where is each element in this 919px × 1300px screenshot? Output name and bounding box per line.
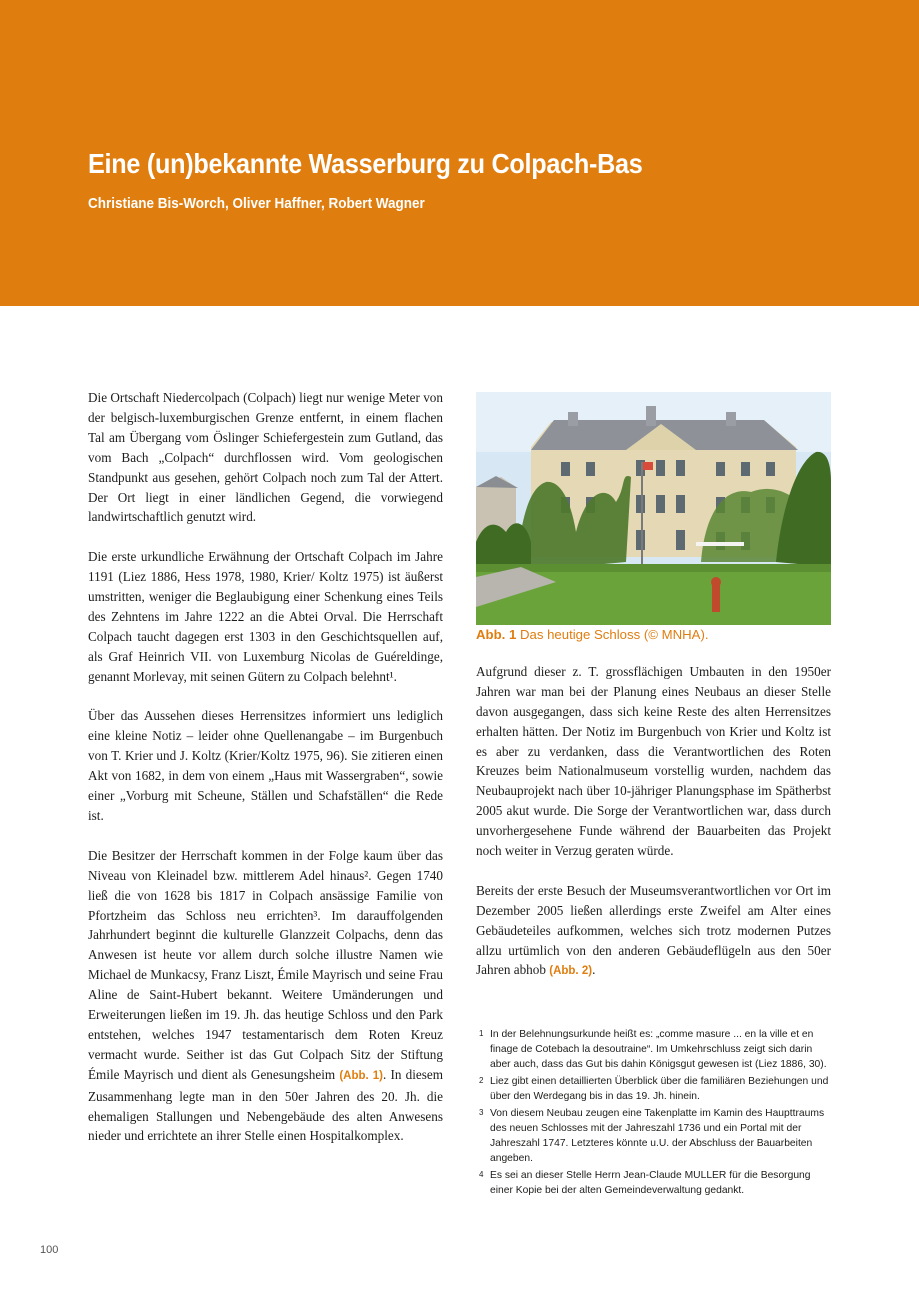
figure-reference-abb1: (Abb. 1) bbox=[339, 1069, 384, 1082]
paragraph-museum-visit bbox=[476, 881, 831, 983]
figure-label: Abb. 1 bbox=[476, 627, 517, 642]
left-column bbox=[88, 388, 443, 1146]
paragraph-appearance: Über das Aussehen dieses Herrensitzes informiert uns lediglich eine kleine Notiz – leider ohne Quellenangabe – im Burgenbuch von T. Krier und J. Koltz (Krier/Koltz 1975, 96). Sie zitieren einen Akt von 1682, in dem von einem „Haus mit Wassergraben“, sowie einer „Vorburg mit Scheune, Ställen und Schafställen“ die Rede ist. bbox=[88, 708, 443, 823]
figure-caption bbox=[476, 625, 831, 645]
footnote-text: In der Belehnungsurkunde heißt es: „comme masure ... en la ville et en finage de Cotebach la desoutraine“. Im Umkehrschluss zeigt sich darin aber auch, dass das Gut bis dahin Königsgut gewesen ist (Liez 1886, 30). bbox=[490, 1029, 827, 1070]
castle-photo-illustration bbox=[476, 392, 831, 625]
title-banner bbox=[0, 0, 919, 306]
footnote-text: Liez gibt einen detaillierten Überblick über die familiären Beziehungen und über den Werdegang bis in das 19. Jh. hinein. bbox=[490, 1076, 829, 1102]
footnote-text: Von diesem Neubau zeugen eine Takenplatte im Kamin des Haupttraums des neuen Schlosses mit der Jahreszahl 1736 und ein Portal mit der Jahreszahl 1747. Letzteres könnte u.U. der Abschluss der Bauarbeiten angeben. bbox=[490, 1108, 825, 1164]
footnote-number: 1 bbox=[479, 1029, 484, 1038]
right-column bbox=[476, 392, 831, 982]
footnote bbox=[476, 1168, 834, 1198]
footnote bbox=[476, 1106, 834, 1166]
footnote-number: 4 bbox=[479, 1170, 484, 1179]
article-title: Eine (un)bekannte Wasserburg zu Colpach-Bas bbox=[88, 148, 643, 179]
castle-photo bbox=[476, 392, 831, 625]
paragraph-museum-visit-end: . bbox=[592, 962, 596, 978]
paragraph-owners-text: Die Besitzer der Herrschaft kommen in der Folge kaum über das Niveau von Kleinadel bzw. mittlerem Adel hinaus². Gegen 1740 ließ die von 1628 bis 1817 in Colpach ansässige Familie von Pfortzheim das Schloss neu errichten³. Im darauffolgenden Jahrhundert beginnt die kulturelle Glanzzeit Colpachs, denn das Anwesen ist heute vor allem durch solche illustre Namen wie Michael de Munkacsy, Franz Liszt, Émile Mayrisch und seine Frau Aline de Saint-Hubert bekannt. Weitere Umänderungen und Erweiterungen ließen im 19. Jh. das heutige Schloss und den Park entstehen, welches 1947 testamentarisch dem Roten Kreuz vermacht wurde. Seither ist das Gut Colpach Sitz der Stiftung Émile Mayrisch und dient als Genesungsheim bbox=[88, 847, 443, 1082]
paragraph-first-mention: Die erste urkundliche Erwähnung der Ortschaft Colpach im Jahre 1191 (Liez 1886, Hess 1978, 1980, Krier/ Koltz 1975) ist äußerst umstritten, weniger die Beglaubigung einer Schenkung eines Teils des Zehntens im Jahre 1222 an die Abtei Orval. Die Herrschaft Colpach taucht dagegen erst 1303 in den Geschichtsquellen auf, als Graf Heinrich VII. von Luxemburg Nicolas de Guéreldinge, genannt Morlevay, mit seinen Gütern zu Colpach belehnt¹. bbox=[88, 549, 443, 684]
page-number: 100 bbox=[40, 1244, 59, 1256]
footnote-text: Es sei an dieser Stelle Herrn Jean-Claude MULLER für die Besorgung einer Kopie bei der alten Gemeindeverwaltung gedankt. bbox=[490, 1170, 811, 1196]
figure-reference-abb2: (Abb. 2) bbox=[549, 965, 593, 978]
footnote bbox=[476, 1027, 834, 1072]
footnote-number: 3 bbox=[479, 1108, 484, 1117]
article-authors: Christiane Bis-Worch, Oliver Haffner, Robert Wagner bbox=[88, 195, 425, 212]
paragraph-renovation: Aufgrund dieser z. T. grossflächigen Umbauten in den 1950er Jahren war man bei der Planung eines Neubaus an dieser Stelle davon ausgegangen, dass sich keine Reste des alten Herrensitzes erhalten hätten. Der Notiz im Burgenbuch von Krier und Koltz ist es aber zu verdanken, dass die Verantwortlichen des Roten Kreuzes beim Nationalmuseum vorstellig wurden, nachdem das Neubauprojekt nach über 10-jähriger Planungsphase im Spätherbst 2005 akut wurde. Die Sorge der Verantwortlichen war, dass durch unvorhergesehene Funde während der Bauarbeiten das Projekt noch weiter in Verzug geraten würde. bbox=[476, 663, 831, 859]
paragraph-location: Die Ortschaft Niedercolpach (Colpach) liegt nur wenige Meter von der belgisch-luxemburgischen Grenze entfernt, in einem flachen Tal am Übergang vom Öslinger Schiefergestein zum Gutland, das vom Bach „Colpach“ durchflossen wird. Vom geologischen Standpunkt aus gesehen, gehört Colpach noch zum Tal der Attert. Der Ort liegt in einer ländlichen Gegend, die vorwiegend landwirtschaftlich genutzt wird. bbox=[88, 390, 443, 525]
paragraph-museum-visit-text: Bereits der erste Besuch der Museumsverantwortlichen vor Ort im Dezember 2005 ließen allerdings erste Zweifel am Alter eines Gebäudeteiles aufkommen, welches sich trotz modernen Putzes allzu urtümlich von den anderen Gebäudeflügeln aus den 50er Jahren abhob bbox=[476, 882, 831, 978]
footnote-number: 2 bbox=[479, 1076, 484, 1085]
footnotes bbox=[476, 1027, 834, 1200]
paragraph-owners bbox=[88, 846, 443, 1147]
paragraph-owners-text-end: . In diesem Zusammenhang legte man in den 50er Jahren des 20. Jh. die ehemaligen Stallungen und Nebengebäude des alten Anwesens nieder und errichtete an ihrer Stelle einen Hospitalkomplex. bbox=[88, 1066, 443, 1144]
figure-caption-text: Das heutige Schloss (© MNHA). bbox=[519, 627, 709, 642]
footnote bbox=[476, 1074, 834, 1104]
